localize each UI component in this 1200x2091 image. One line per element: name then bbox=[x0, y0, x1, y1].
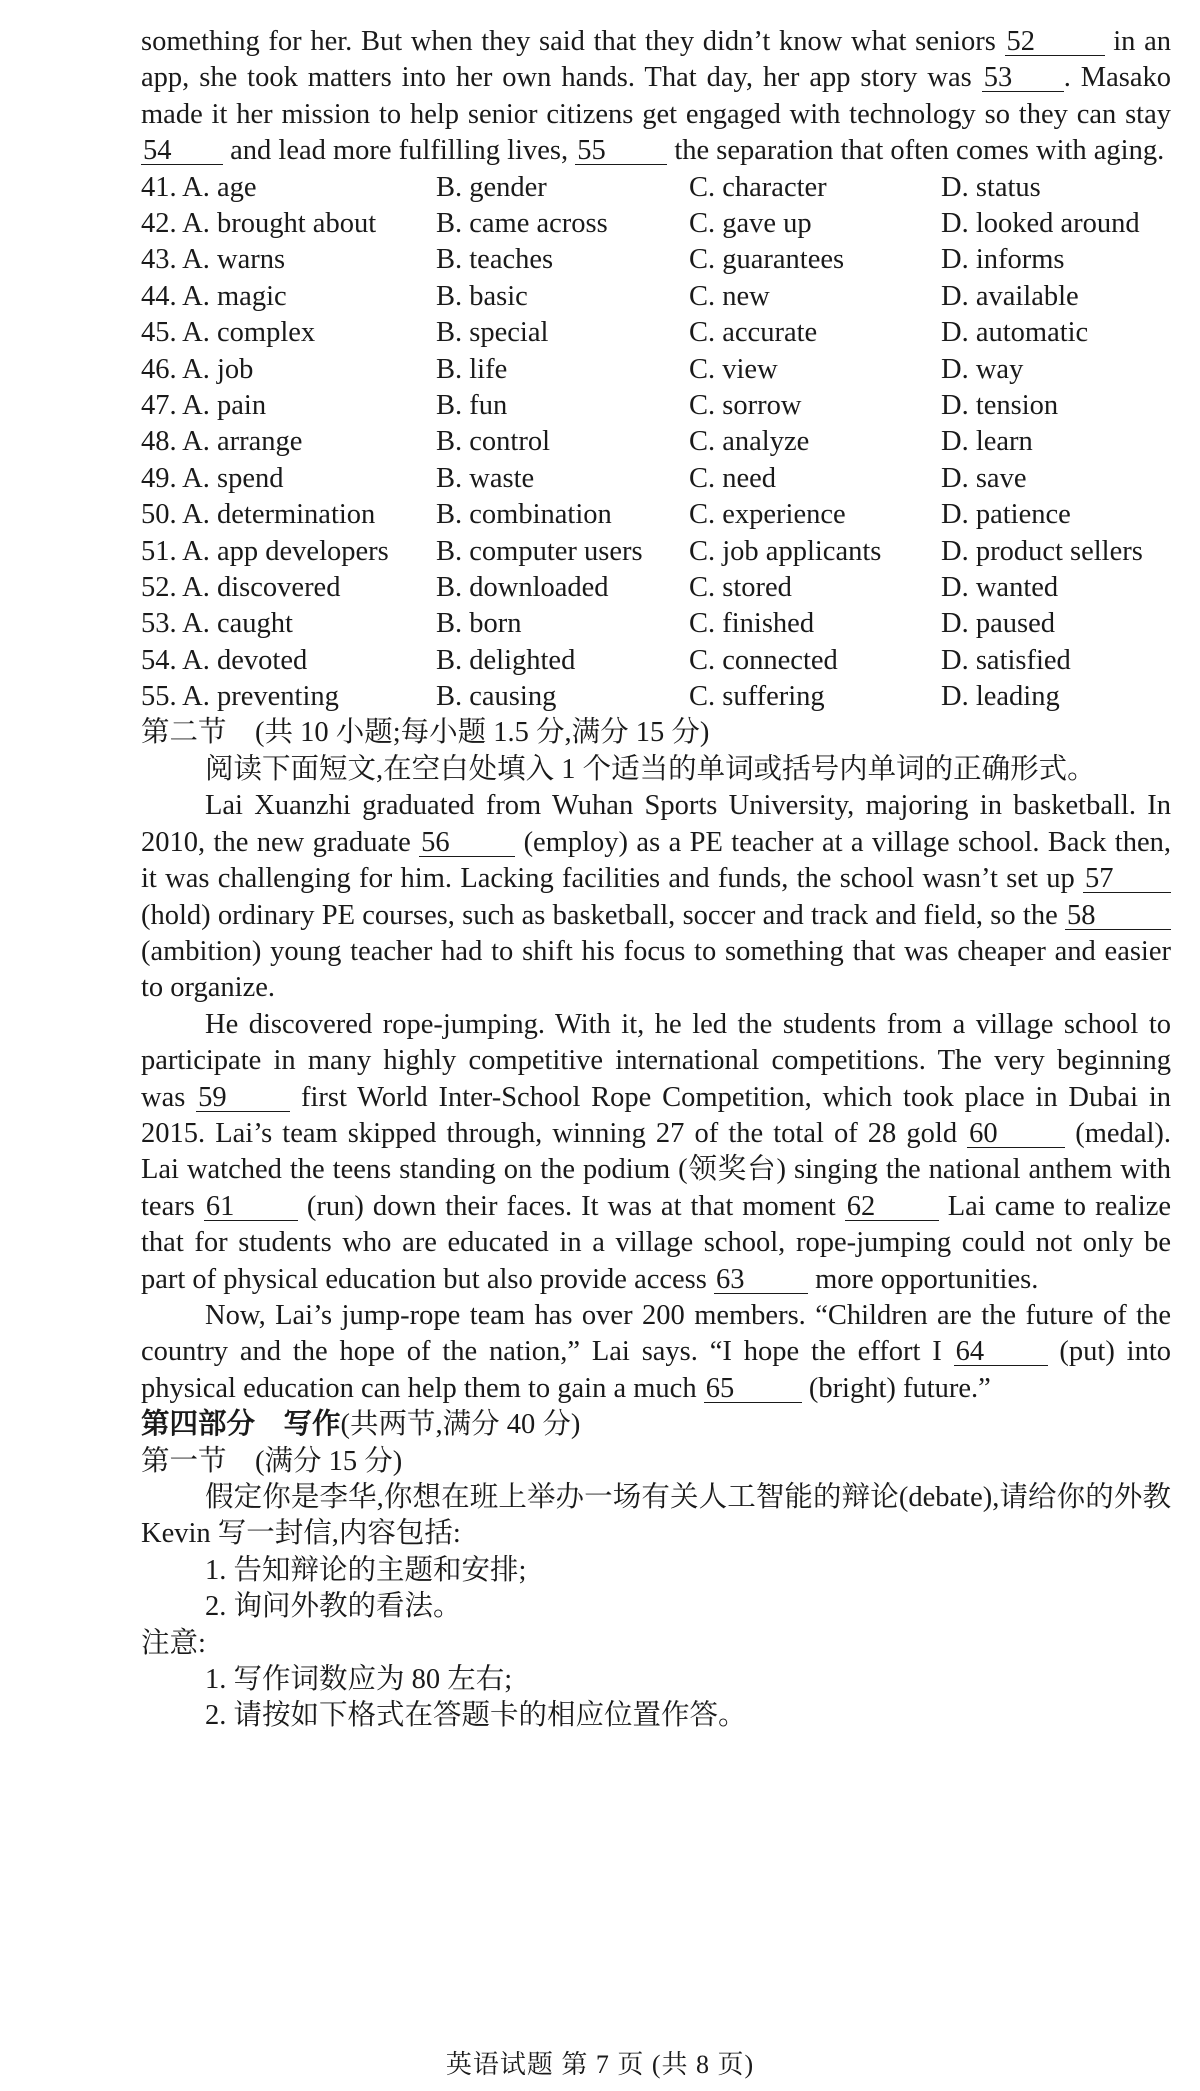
part-4-section-1-heading: 第一节 (满分 15 分) bbox=[141, 1445, 403, 1477]
option-row-52: 52. A. discovered B. downloaded C. stored D. wanted bbox=[141, 571, 1059, 603]
option-row-50: 50. A. determination B. combination C. experience D. patience bbox=[141, 499, 1071, 531]
blank-64: 64 bbox=[954, 1339, 1048, 1366]
option-row-44: 44. A. magic B. basic C. new D. available bbox=[141, 280, 1079, 312]
blank-52: 52 bbox=[1005, 29, 1105, 56]
blank-65: 65 bbox=[704, 1376, 802, 1403]
option-row-51: 51. A. app developers B. computer users C. job applicants D. product sellers bbox=[141, 535, 1143, 567]
cloze-passage-ending: something for her. But when they said that they didn’t know what seniors 52 in an app, she took matters into her own hands. That day, her app story was 53 . Masako made it her mission to help senior citizens get engaged with technology so they can stay 54 and lead more fulfilling lives, 55 the separation that often comes with aging. bbox=[141, 26, 1172, 167]
writing-task: 假定你是李华,你想在班上举办一场有关人工智能的辩论(debate),请给你的外教 Kevin 写一封信,内容包括: bbox=[141, 1482, 1171, 1550]
option-row-54: 54. A. devoted B. delighted C. connected D. satisfied bbox=[141, 644, 1071, 676]
option-row-48: 48. A. arrange B. control C. analyze D. learn bbox=[141, 426, 1033, 458]
option-row-45: 45. A. complex B. special C. accurate D. automatic bbox=[141, 317, 1089, 349]
option-row-47: 47. A. pain B. fun C. sorrow D. tension bbox=[141, 389, 1059, 421]
option-row-49: 49. A. spend B. waste C. need D. save bbox=[141, 462, 1027, 494]
blank-55: 55 bbox=[575, 138, 667, 165]
task-item-2: 2. 询问外教的看法。 bbox=[205, 1591, 462, 1623]
blank-61: 61 bbox=[204, 1194, 298, 1221]
option-row-43: 43. A. warns B. teaches C. guarantees D. informs bbox=[141, 244, 1065, 276]
grammar-paragraph-1: Lai Xuanzhi graduated from Wuhan Sports University, majoring in basketball. In 2010, the new graduate 56 (employ) as a PE teacher at a village school. Back then, it was challenging for him. Lacking facilities and funds, the school wasn’t set up 57 (hold) ordinary PE courses, such as basketball, soccer and track and field, so the 58 (ambition) young teacher had to shift his focus to something that was cheaper and easier to organize. bbox=[141, 790, 1172, 1004]
blank-58: 58 bbox=[1065, 903, 1171, 930]
section-2-instruction: 阅读下面短文,在空白处填入 1 个适当的单词或括号内单词的正确形式。 bbox=[205, 753, 1096, 785]
blank-54: 54 bbox=[141, 138, 223, 165]
task-item-1: 1. 告知辩论的主题和安排; bbox=[205, 1554, 527, 1586]
section-2-heading: 第二节 (共 10 小题;每小题 1.5 分,满分 15 分) bbox=[141, 717, 710, 749]
option-row-46: 46. A. job B. life C. view D. way bbox=[141, 353, 1024, 385]
blank-59: 59 bbox=[196, 1085, 290, 1112]
page-footer: 英语试题 第 7 页 (共 8 页) bbox=[445, 2050, 755, 2079]
grammar-paragraph-3: Now, Lai’s jump-rope team has over 200 members. “Children are the future of the country and the hope of the nation,” Lai says. “I hope the effort I 64 (put) into physical education can help them to gain a much 65 (bright) future.” bbox=[141, 1299, 1171, 1404]
option-row-42: 42. A. brought about B. came across C. gave up D. looked around bbox=[141, 208, 1140, 240]
note-label: 注意: bbox=[141, 1627, 206, 1659]
option-row-53: 53. A. caught B. born C. finished D. paused bbox=[141, 608, 1055, 640]
grammar-paragraph-2: He discovered rope-jumping. With it, he led the students from a village school to participate in many highly competitive international competitions. The very beginning was 59 first World Inter-School Rope Competition, which took place in Dubai in 2015. Lai’s team skipped through, winning 27 of the total of 28 gold 60 (medal). Lai watched the teens standing on the podium (领奖台) singing the national anthem with tears 61 (run) down their faces. It was at that moment 62 Lai came to realize that for students who are educated in a village school, rope-jumping could not only be part of physical education but also provide access 63 more opportunities. bbox=[141, 1008, 1172, 1295]
note-item-2: 2. 请按如下格式在答题卡的相应位置作答。 bbox=[205, 1700, 747, 1732]
blank-53: 53 bbox=[982, 65, 1064, 92]
blank-60: 60 bbox=[967, 1121, 1065, 1148]
cloze-options bbox=[141, 170, 1161, 716]
option-row-41: 41. A. age B. gender C. character D. status bbox=[141, 171, 1041, 203]
blank-62: 62 bbox=[845, 1194, 939, 1221]
option-row-55: 55. A. preventing B. causing C. suffering D. leading bbox=[141, 681, 1060, 713]
part-4-heading: 第四部分 写作(共两节,满分 40 分) bbox=[141, 1409, 581, 1441]
blank-57: 57 bbox=[1083, 866, 1171, 893]
exam-page bbox=[141, 24, 1171, 1735]
blank-56: 56 bbox=[419, 830, 515, 857]
blank-63: 63 bbox=[714, 1267, 808, 1294]
note-item-1: 1. 写作词数应为 80 左右; bbox=[205, 1664, 513, 1696]
